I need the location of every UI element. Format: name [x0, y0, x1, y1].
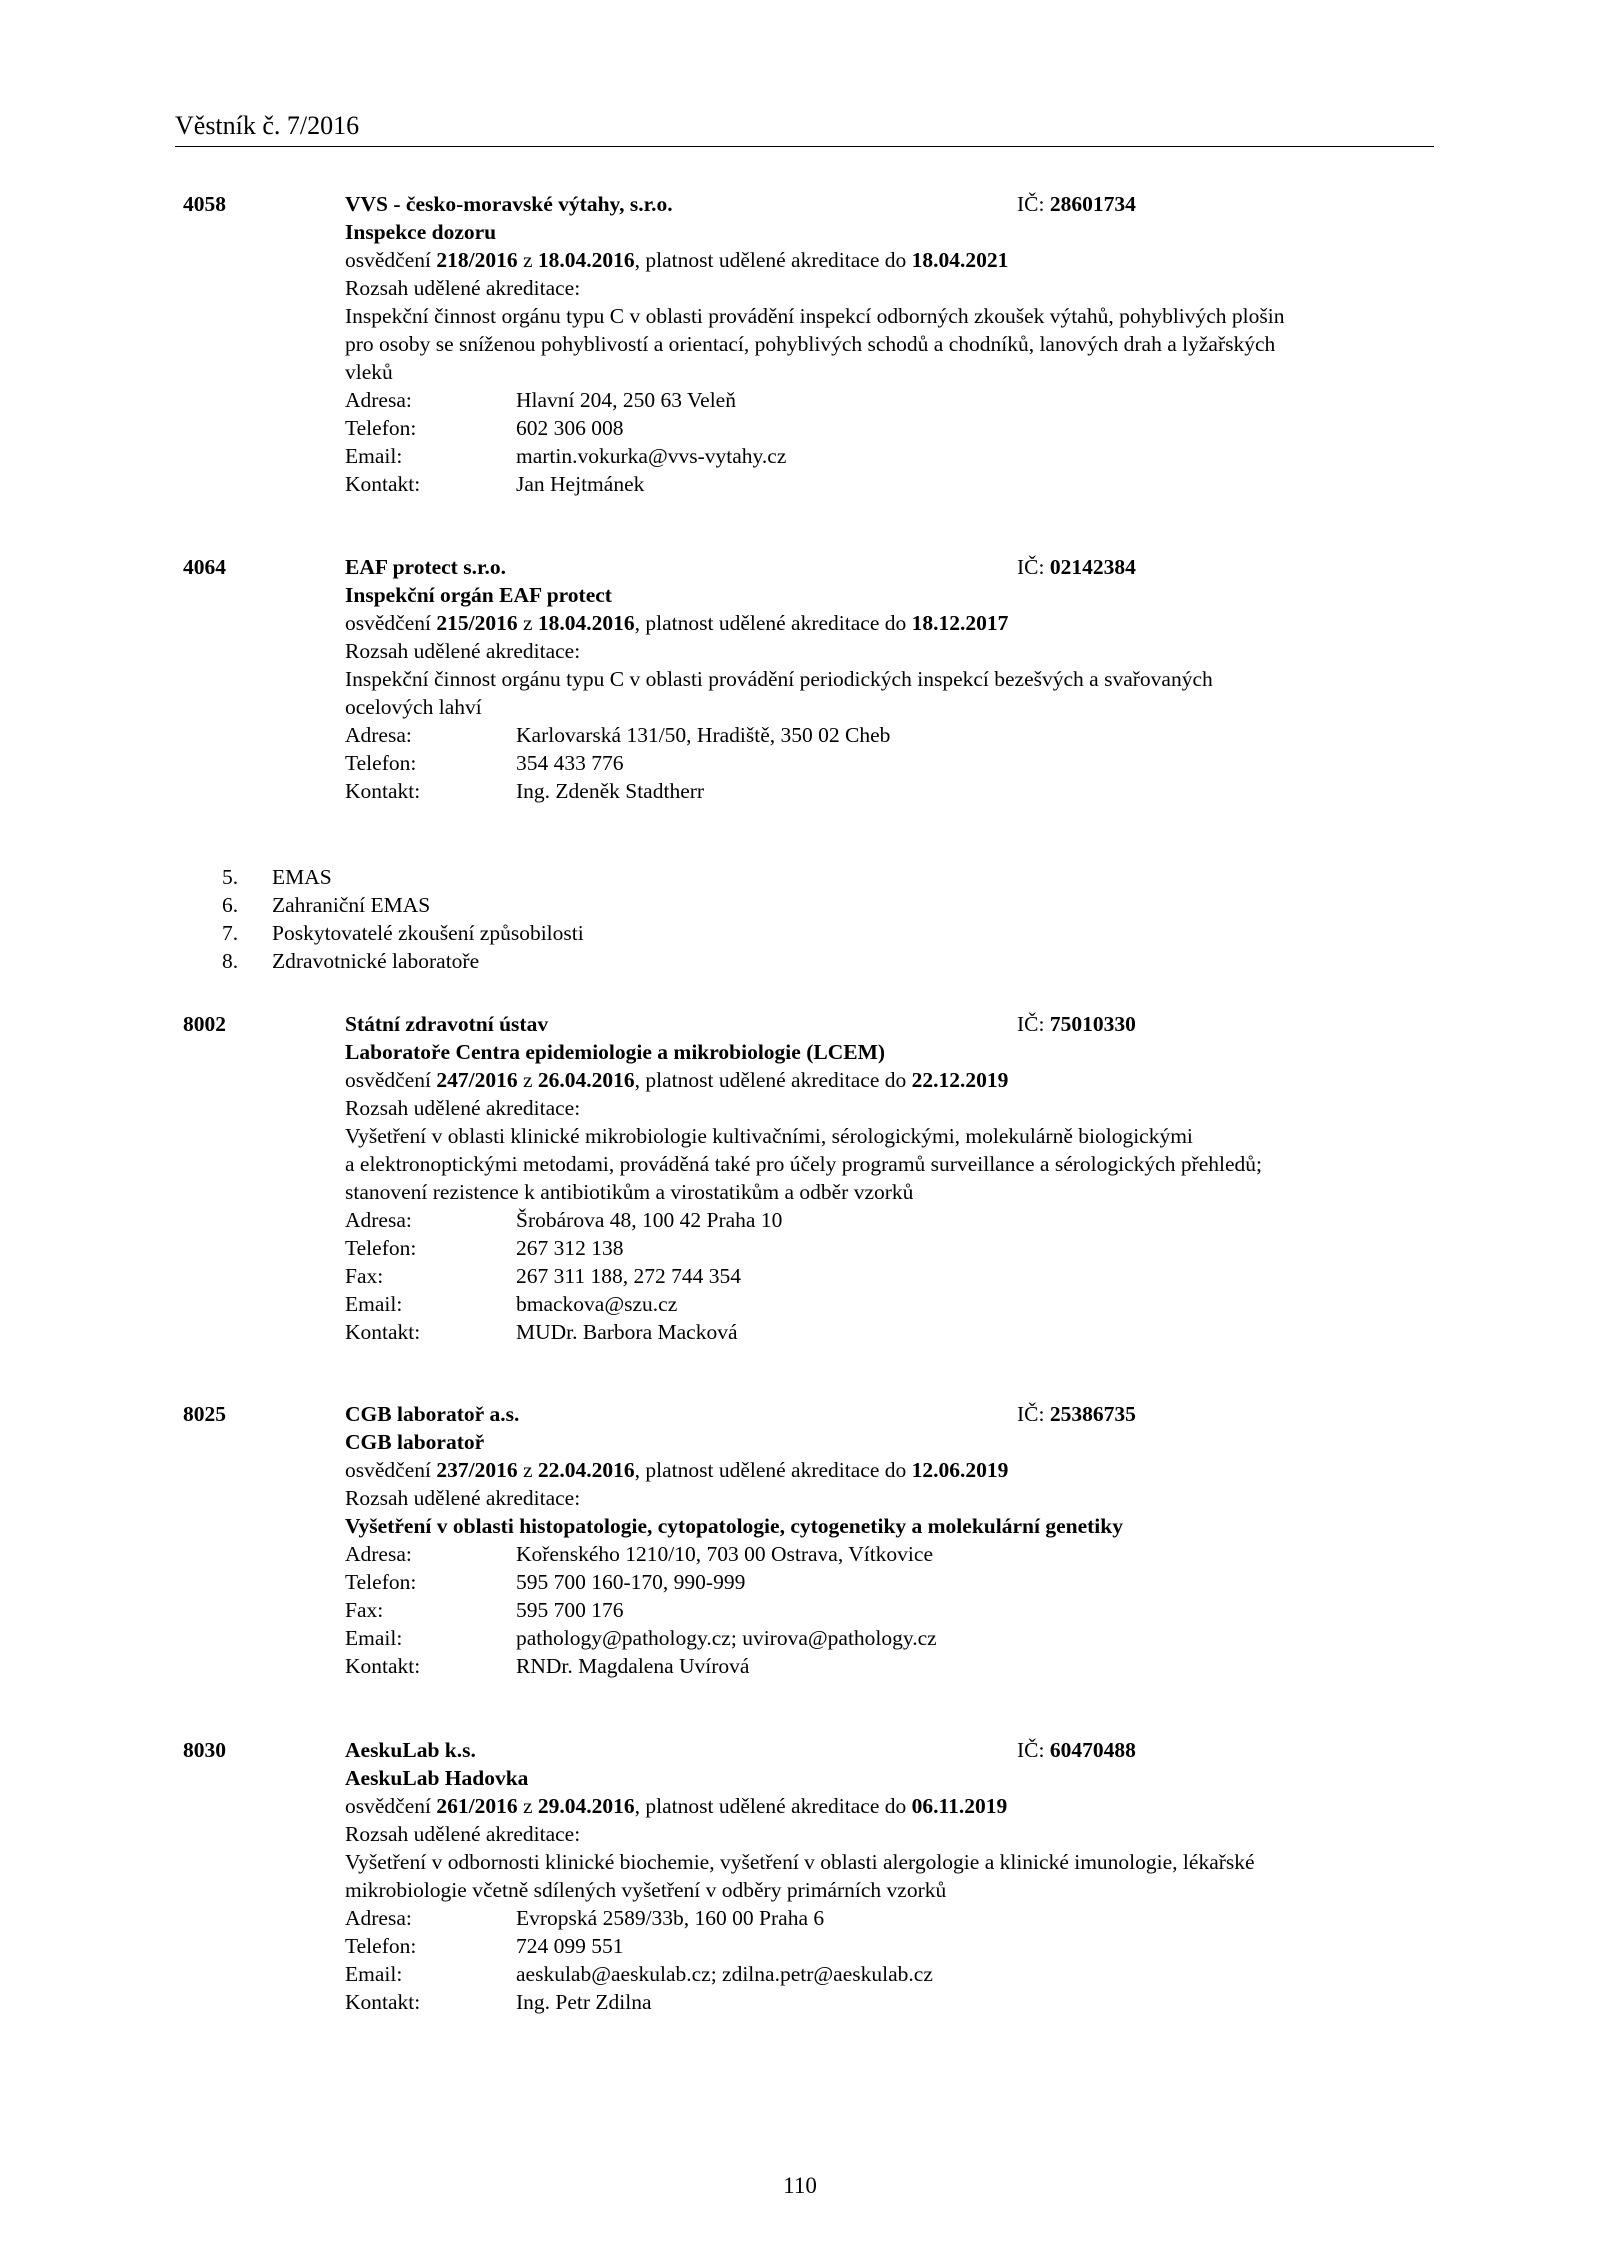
scope-label: Rozsah udělené akreditace:	[345, 1096, 581, 1120]
contact-field: Kontakt: MUDr. Barbora Macková	[345, 1320, 738, 1344]
accredited-body-name: CGB laboratoř	[345, 1430, 485, 1454]
company-name: EAF protect s.r.o.	[345, 555, 507, 579]
phone-field: Telefon: 267 312 138	[345, 1236, 624, 1260]
certificate-line: osvědčení 261/2016 z 29.04.2016, platnost udělené akreditace do 06.11.2019	[345, 1794, 1008, 1818]
phone-field: Telefon: 354 433 776	[345, 751, 624, 775]
page-number: 110	[783, 2173, 817, 2198]
phone-field: Telefon: 595 700 160-170, 990-999	[345, 1570, 746, 1594]
email-field: Email: aeskulab@aeskulab.cz; zdilna.petr@aeskulab.cz	[345, 1962, 933, 1986]
scope-label: Rozsah udělené akreditace:	[345, 1486, 581, 1510]
entry-number: 8030	[183, 1738, 226, 1762]
email-field: Email: martin.vokurka@vvs-vytahy.cz	[345, 444, 787, 468]
scope-text: pro osoby se sníženou pohyblivostí a orientací, pohyblivých schodů a chodníků, lanových drah a lyžařských	[345, 332, 1276, 356]
company-name: VVS - česko-moravské výtahy, s.r.o.	[345, 192, 673, 216]
scope-text: ocelových lahví	[345, 695, 482, 719]
company-id: IČ: 25386735	[1017, 1402, 1136, 1426]
address-field: Adresa: Evropská 2589/33b, 160 00 Praha 6	[345, 1906, 825, 1930]
email-field: Email: bmackova@szu.cz	[345, 1292, 678, 1316]
company-id: IČ: 28601734	[1017, 192, 1136, 216]
scope-text: Vyšetření v oblasti histopatologie, cytopatologie, cytogenetiky a molekulární genetiky	[345, 1514, 1123, 1538]
scope-label: Rozsah udělené akreditace:	[345, 639, 581, 663]
address-field: Adresa: Hlavní 204, 250 63 Veleň	[345, 388, 736, 412]
phone-field: Telefon: 602 306 008	[345, 416, 624, 440]
scope-text: vleků	[345, 360, 393, 384]
accredited-body-name: AeskuLab Hadovka	[345, 1766, 529, 1790]
scope-label: Rozsah udělené akreditace:	[345, 276, 581, 300]
header-divider	[175, 146, 1434, 147]
accredited-body-name: Inspekční orgán EAF protect	[345, 583, 612, 607]
scope-label: Rozsah udělené akreditace:	[345, 1822, 581, 1846]
scope-text: Vyšetření v odbornosti klinické biochemie, vyšetření v oblasti alergologie a klinické imunologie, lékařské	[345, 1850, 1255, 1874]
scope-text: mikrobiologie včetně sdílených vyšetření v odběry primárních vzorků	[345, 1878, 947, 1902]
address-field: Adresa: Kořenského 1210/10, 703 00 Ostrava, Vítkovice	[345, 1542, 933, 1566]
company-id: IČ: 02142384	[1017, 555, 1136, 579]
scope-text: Vyšetření v oblasti klinické mikrobiologie kultivačními, sérologickými, molekulárně biologickými	[345, 1124, 1193, 1148]
contact-field: Kontakt: Ing. Petr Zdilna	[345, 1990, 652, 2014]
company-id: IČ: 60470488	[1017, 1738, 1136, 1762]
certificate-line: osvědčení 247/2016 z 26.04.2016, platnost udělené akreditace do 22.12.2019	[345, 1068, 1009, 1092]
company-name: AeskuLab k.s.	[345, 1738, 476, 1762]
accredited-body-name: Laboratoře Centra epidemiologie a mikrobiologie (LCEM)	[345, 1040, 886, 1064]
email-field: Email: pathology@pathology.cz; uvirova@pathology.cz	[345, 1626, 937, 1650]
certificate-line: osvědčení 215/2016 z 18.04.2016, platnost udělené akreditace do 18.12.2017	[345, 611, 1009, 635]
company-name: Státní zdravotní ústav	[345, 1012, 549, 1036]
entry-number: 8002	[183, 1012, 226, 1036]
entry-number: 4058	[183, 192, 226, 216]
company-name: CGB laboratoř a.s.	[345, 1402, 520, 1426]
address-field: Adresa: Karlovarská 131/50, Hradiště, 350 02 Cheb	[345, 723, 891, 747]
contact-field: Kontakt: Jan Hejtmánek	[345, 472, 645, 496]
fax-field: Fax: 595 700 176	[345, 1598, 624, 1622]
contact-field: Kontakt: RNDr. Magdalena Uvírová	[345, 1654, 750, 1678]
page-header-title: Věstník č. 7/2016	[175, 111, 360, 140]
certificate-line: osvědčení 218/2016 z 18.04.2016, platnost udělené akreditace do 18.04.2021	[345, 248, 1009, 272]
fax-field: Fax: 267 311 188, 272 744 354	[345, 1264, 741, 1288]
scope-text: stanovení rezistence k antibiotikům a virostatikům a odběr vzorků	[345, 1180, 914, 1204]
phone-field: Telefon: 724 099 551	[345, 1934, 624, 1958]
company-id: IČ: 75010330	[1017, 1012, 1136, 1036]
entry-number: 8025	[183, 1402, 226, 1426]
scope-text: a elektronoptickými metodami, prováděná také pro účely programů surveillance a sérologických přehledů;	[345, 1152, 1263, 1176]
scope-text: Inspekční činnost orgánu typu C v oblasti provádění inspekcí odborných zkoušek výtahů, pohyblivých plošin	[345, 304, 1285, 328]
accredited-body-name: Inspekce dozoru	[345, 220, 497, 244]
contact-field: Kontakt: Ing. Zdeněk Stadtherr	[345, 779, 705, 803]
address-field: Adresa: Šrobárova 48, 100 42 Praha 10	[345, 1208, 783, 1232]
entry-number: 4064	[183, 555, 226, 579]
certificate-line: osvědčení 237/2016 z 22.04.2016, platnost udělené akreditace do 12.06.2019	[345, 1458, 1009, 1482]
scope-text: Inspekční činnost orgánu typu C v oblasti provádění periodických inspekcí bezešvých a svařovaných	[345, 667, 1213, 691]
